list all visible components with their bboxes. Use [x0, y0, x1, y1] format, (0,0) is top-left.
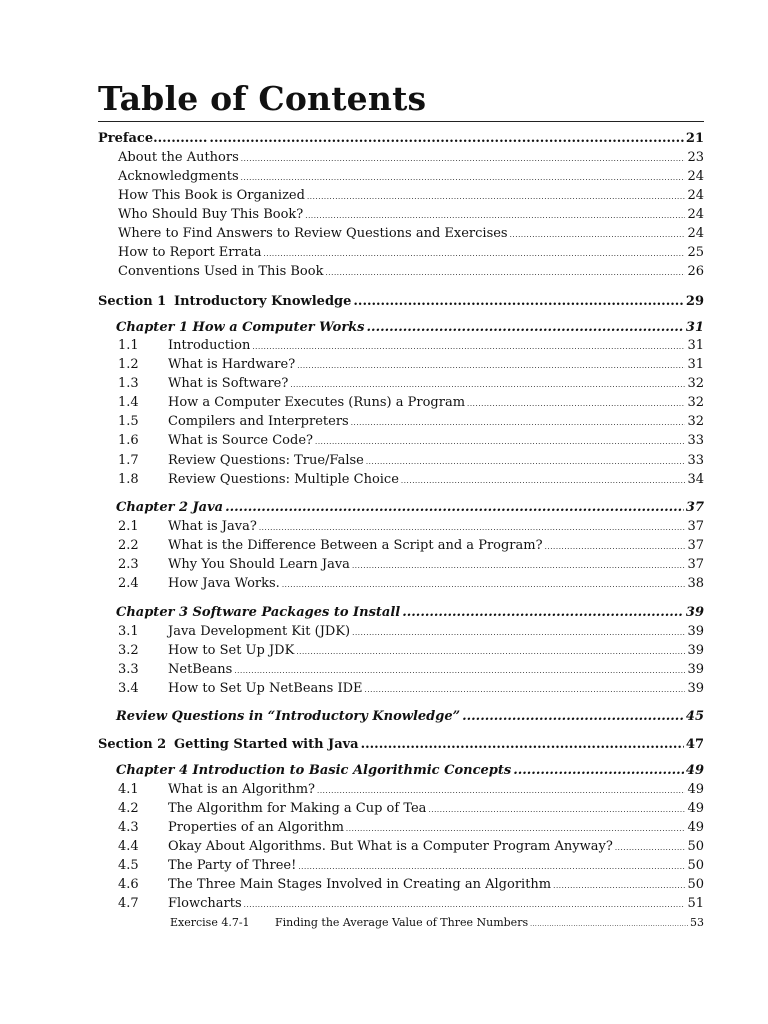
toc-entry-page: 34	[687, 472, 704, 487]
toc-entry[interactable]	[118, 336, 704, 355]
dot-leader	[298, 856, 685, 877]
dot-leader	[241, 148, 686, 169]
toc-entry-number: 4.7	[118, 896, 139, 911]
toc-entry-title: How This Book is Organized	[118, 188, 305, 203]
dot-leader	[402, 603, 684, 622]
toc-entry-number: 2.3	[118, 557, 139, 572]
dot-leader	[510, 224, 686, 245]
toc-entry-number: 4.4	[118, 839, 139, 854]
toc-entry-number: 4.2	[118, 801, 139, 816]
toc-entry[interactable]	[118, 393, 704, 412]
toc-entry-title: NetBeans	[168, 662, 233, 677]
toc-entry-page: 24	[687, 169, 704, 184]
toc-entry-title: Introduction	[168, 338, 251, 353]
toc-entry-title: Java Development Kit (JDK)	[168, 624, 351, 639]
toc-entry[interactable]	[170, 913, 704, 932]
toc-entry-title: Chapter 4 Introduction to Basic Algorithmic Concepts	[116, 763, 512, 778]
toc-entry-page: 31	[687, 338, 704, 353]
dot-leader	[234, 660, 685, 681]
dot-leader	[282, 574, 686, 595]
toc-entry-number: 3.2	[118, 643, 139, 658]
toc-entry[interactable]	[118, 186, 704, 205]
toc-entry[interactable]	[118, 262, 704, 281]
toc-entry[interactable]	[118, 818, 704, 837]
dot-leader	[346, 818, 686, 839]
toc-entry-page: 32	[687, 376, 704, 391]
toc-entry-number: 3.3	[118, 662, 139, 677]
dot-leader	[351, 412, 686, 433]
toc-entry-title: Compilers and Interpreters	[168, 414, 349, 429]
toc-entry-title: The Algorithm for Making a Cup of Tea	[168, 801, 427, 816]
toc-entry[interactable]	[118, 451, 704, 470]
toc-entry-page: 39	[687, 624, 704, 639]
toc-entry-number: 2.2	[118, 538, 139, 553]
toc-entry-page: 37	[687, 557, 704, 572]
toc-entry[interactable]	[118, 660, 704, 679]
toc-entry-title: How to Set Up NetBeans IDE	[168, 681, 363, 696]
toc-entry[interactable]	[118, 856, 704, 875]
toc-entry[interactable]	[118, 574, 704, 593]
toc-entry-title: Review Questions in “Introductory Knowledge”	[116, 709, 461, 724]
toc-entry[interactable]	[118, 622, 704, 641]
toc-entry-number: 3.1	[118, 624, 139, 639]
toc-entry[interactable]	[116, 498, 704, 517]
dot-leader	[361, 735, 684, 754]
toc-entry-page: 49	[685, 763, 704, 778]
dot-leader	[545, 536, 686, 557]
dot-leader	[241, 167, 686, 188]
dot-leader	[315, 431, 685, 452]
toc-entry-title: Introductory Knowledge	[174, 294, 352, 309]
dot-leader	[352, 555, 686, 576]
page-title: Table of Contents	[98, 79, 427, 118]
toc-entry-title: About the Authors	[118, 150, 239, 165]
toc-entry-page: 51	[687, 896, 704, 911]
toc-entry-page: 47	[685, 737, 704, 752]
toc-entry-number: 1.8	[118, 472, 139, 487]
toc-entry-title: Conventions Used in This Book	[118, 264, 324, 279]
toc-entry[interactable]	[118, 837, 704, 856]
dot-leader	[259, 517, 686, 538]
toc-entry-title: Chapter 2 Java	[116, 500, 224, 515]
toc-entry-page: 38	[687, 576, 704, 591]
toc-entry-page: 49	[687, 801, 704, 816]
toc-entry-page: 33	[687, 433, 704, 448]
toc-entry[interactable]	[118, 780, 704, 799]
toc-entry-page: 29	[685, 294, 704, 309]
toc-entry[interactable]	[98, 129, 704, 148]
toc-entry-page: 25	[687, 245, 704, 260]
toc-entry-title: Okay About Algorithms. But What is a Computer Program Anyway?	[168, 839, 613, 854]
toc-entry[interactable]	[116, 761, 704, 780]
toc-entry-page: 32	[687, 414, 704, 429]
toc-entry-title: What is Hardware?	[168, 357, 296, 372]
toc-entry-page: 37	[687, 538, 704, 553]
toc-entry-number: 2.1	[118, 519, 139, 534]
toc-entry-number: 4.5	[118, 858, 139, 873]
dot-leader	[530, 913, 688, 934]
toc-entry-page: 24	[687, 226, 704, 241]
toc-entry[interactable]	[118, 148, 704, 167]
toc-entry-page: 26	[687, 264, 704, 279]
toc-entry-title: Review Questions: Multiple Choice	[168, 472, 399, 487]
toc-entry-number: 4.1	[118, 782, 139, 797]
toc-entry-title: What is Source Code?	[168, 433, 313, 448]
toc-entry[interactable]	[118, 243, 704, 262]
toc-entry[interactable]	[116, 603, 704, 622]
toc-entry-page: 31	[687, 357, 704, 372]
toc-entry-page: 23	[687, 150, 704, 165]
toc-entry-number: 1.1	[118, 338, 139, 353]
dot-leader	[365, 679, 686, 700]
dot-leader	[553, 875, 685, 896]
toc-entry-number: 1.3	[118, 376, 139, 391]
toc-entry-title: How Java Works.	[168, 576, 280, 591]
toc-entry-page: 50	[687, 858, 704, 873]
toc-entry-number: Section 1	[98, 294, 167, 309]
toc-entry-title: Review Questions: True/False	[168, 453, 364, 468]
toc-entry-title: How a Computer Executes (Runs) a Program	[168, 395, 466, 410]
toc-entry-title: Getting Started with Java	[174, 737, 359, 752]
dot-leader	[225, 498, 684, 517]
dot-leader	[325, 262, 685, 283]
toc-entry-page: 21	[685, 131, 704, 146]
toc-entry-page: 31	[685, 320, 704, 335]
toc-entry-page: 39	[687, 643, 704, 658]
toc-entry-number: Exercise 4.7-1	[170, 916, 250, 929]
toc-entry-title: Finding the Average Value of Three Numbers	[275, 916, 529, 929]
toc-entry-page: 45	[685, 709, 704, 724]
toc-entry[interactable]	[118, 641, 704, 660]
toc-entry-number: 1.6	[118, 433, 139, 448]
toc-entry[interactable]	[98, 735, 704, 754]
toc-entry-title: The Party of Three!	[168, 858, 297, 873]
toc-entry[interactable]	[118, 875, 704, 894]
toc-entry-title: Who Should Buy This Book?	[118, 207, 304, 222]
toc-entry[interactable]	[118, 679, 704, 698]
toc-entry-page: 50	[687, 877, 704, 892]
toc-entry-title: Flowcharts	[168, 896, 242, 911]
dot-leader	[307, 186, 686, 207]
dot-leader	[305, 205, 685, 226]
dot-leader	[366, 451, 686, 472]
toc-entry[interactable]	[118, 555, 704, 574]
dot-leader	[513, 761, 684, 780]
toc-entry-number: Section 2	[98, 737, 167, 752]
toc-entry-number: 1.7	[118, 453, 139, 468]
toc-entry[interactable]	[118, 374, 704, 393]
toc-entry-title: Chapter 1 How a Computer Works	[116, 320, 365, 335]
toc-entry-number: 4.3	[118, 820, 139, 835]
toc-entry-page: 39	[685, 605, 704, 620]
toc-entry[interactable]	[118, 799, 704, 818]
toc-entry-number: 1.4	[118, 395, 139, 410]
toc-entry-number: 4.6	[118, 877, 139, 892]
toc-entry[interactable]	[118, 355, 704, 374]
dot-leader	[467, 393, 685, 414]
toc-entry-title: Preface............	[98, 131, 208, 146]
toc-entry-title: What is Software?	[168, 376, 289, 391]
toc-entry-title: The Three Main Stages Involved in Creating an Algorithm	[168, 877, 552, 892]
toc-entry[interactable]	[118, 412, 704, 431]
toc-entry[interactable]	[118, 431, 704, 450]
toc-entry[interactable]	[118, 536, 704, 555]
toc-entry[interactable]	[116, 707, 704, 726]
dot-leader	[290, 374, 685, 395]
toc-entry-page: 24	[687, 207, 704, 222]
toc-entry-title: Where to Find Answers to Review Questions and Exercises	[118, 226, 508, 241]
toc-entry[interactable]	[118, 224, 704, 243]
toc-entry-title: What is an Algorithm?	[168, 782, 316, 797]
dot-leader	[297, 355, 685, 376]
toc-entry-page: 33	[687, 453, 704, 468]
toc-entry-title: How to Report Errata	[118, 245, 262, 260]
toc-entry[interactable]	[118, 167, 704, 186]
toc-entry[interactable]	[118, 517, 704, 536]
toc-entry-page: 49	[687, 820, 704, 835]
toc-entry[interactable]	[118, 470, 704, 489]
dot-leader	[209, 129, 683, 148]
dot-leader	[317, 780, 685, 801]
toc-entry-number: 3.4	[118, 681, 139, 696]
dot-leader	[353, 292, 684, 311]
toc-entry-page: 37	[687, 519, 704, 534]
dot-leader	[615, 837, 686, 858]
toc-entry[interactable]	[98, 292, 704, 311]
toc-entry-page: 39	[687, 662, 704, 677]
dot-leader	[244, 894, 686, 915]
toc-entry-title: Properties of an Algorithm	[168, 820, 344, 835]
toc-entry-title: Why You Should Learn Java	[168, 557, 350, 572]
toc-entry-page: 24	[687, 188, 704, 203]
toc-entry-page: 49	[687, 782, 704, 797]
dot-leader	[428, 799, 685, 820]
dot-leader	[367, 318, 684, 337]
toc-entry-number: 1.2	[118, 357, 139, 372]
dot-leader	[263, 243, 685, 264]
toc-entry-title: Acknowledgments	[118, 169, 239, 184]
toc-entry-page: 37	[685, 500, 704, 515]
dot-leader	[252, 336, 685, 357]
toc-entry-page: 50	[687, 839, 704, 854]
toc-entry-title: How to Set Up JDK	[168, 643, 295, 658]
dot-leader	[462, 707, 684, 726]
toc-entry-number: 1.5	[118, 414, 139, 429]
dot-leader	[401, 470, 686, 491]
toc-entry[interactable]	[118, 894, 704, 913]
toc-entry-title: Chapter 3 Software Packages to Install	[116, 605, 401, 620]
toc-entry-page: 39	[687, 681, 704, 696]
toc-entry[interactable]	[116, 318, 704, 337]
dot-leader	[296, 641, 685, 662]
toc-entry-title: What is the Difference Between a Script and a Program?	[168, 538, 543, 553]
toc-entry-page: 32	[687, 395, 704, 410]
toc-entry-number: 2.4	[118, 576, 139, 591]
dot-leader	[352, 622, 685, 643]
toc-entry-page: 53	[690, 916, 704, 929]
toc-entry[interactable]	[118, 205, 704, 224]
toc-entry-title: What is Java?	[168, 519, 257, 534]
